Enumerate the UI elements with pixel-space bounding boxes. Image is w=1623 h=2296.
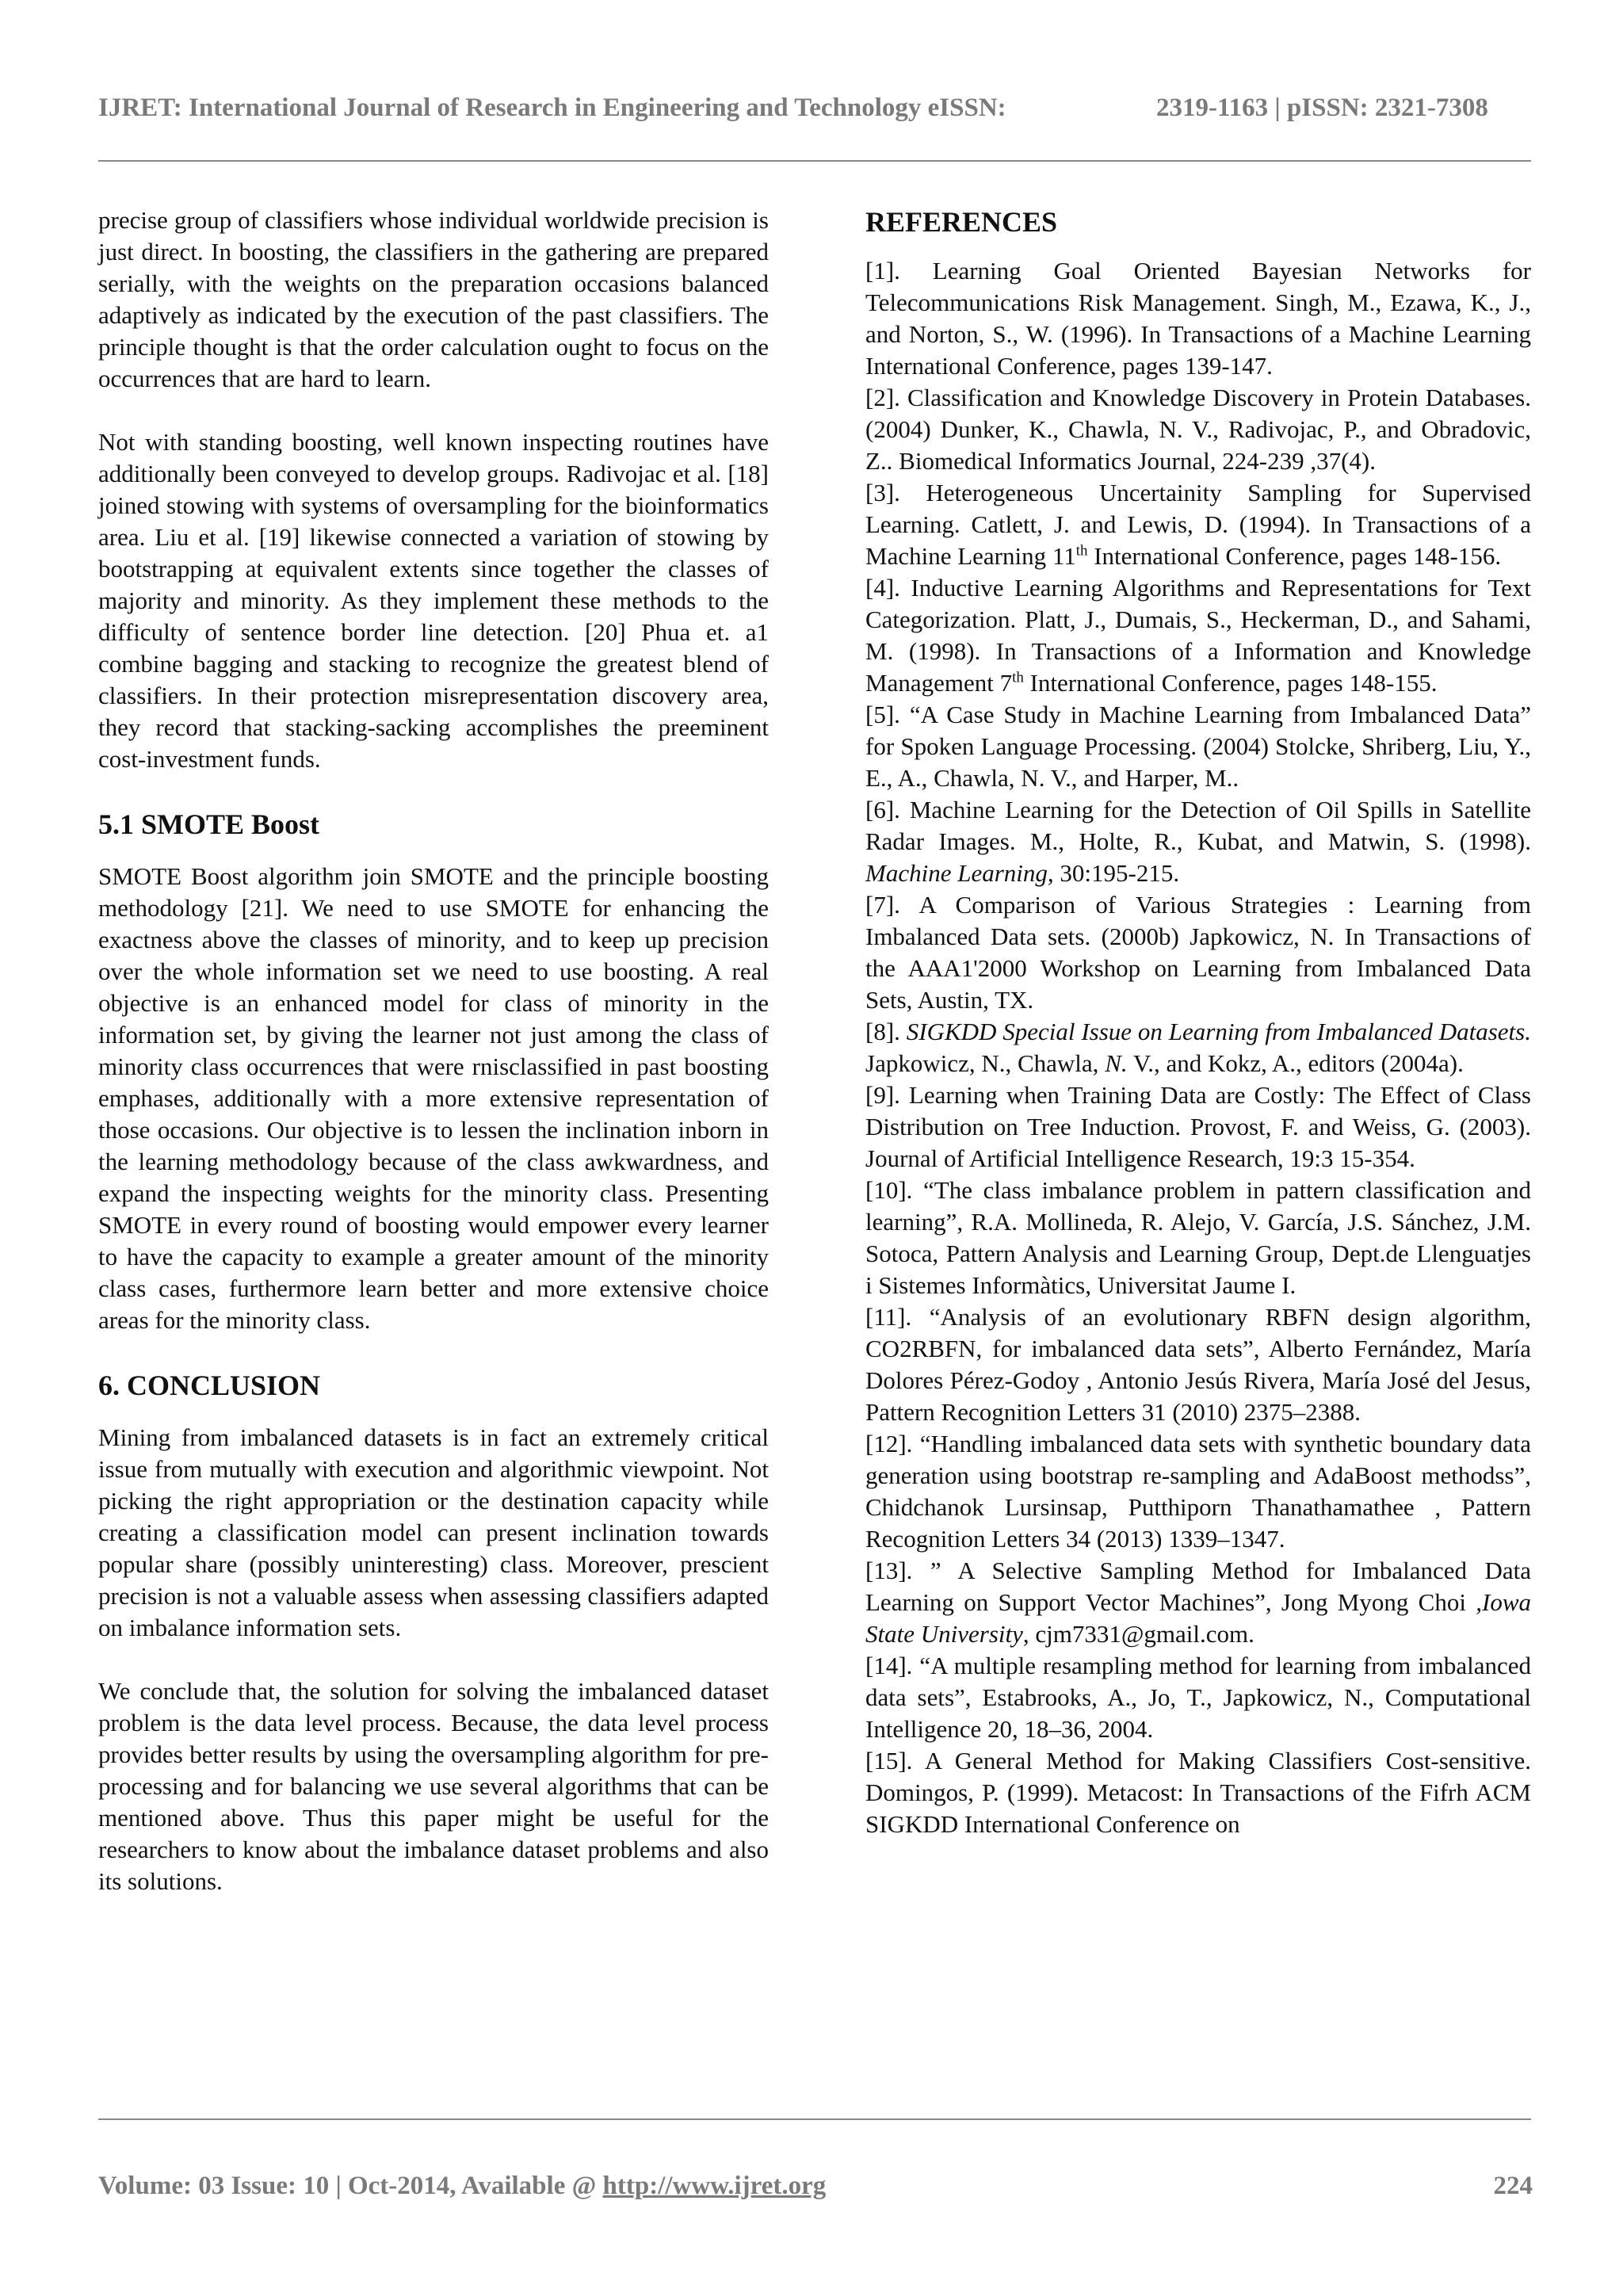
section-heading-smote-boost: 5.1 SMOTE Boost bbox=[98, 808, 320, 840]
paragraph-sampling-ensembles: Not with standing boosting, well known inspecting routines have additionally been conveyed to develop groups. Radivojac et al. [18] joined stowing with systems of oversampling for the bioinformatics area. Liu et al. [19] likewise connected a variation of stowing by bootstrapping at equivalent extents since together the classes of majority and minority. As they implement these methods to the difficulty of sentence border line detection. [20] Phua et. a1 combine bagging and stacking to recognize the greatest blend of classifiers. In their protection misrepresentation discovery area, they record that stacking-sacking accomplishes the preeminent cost-investment funds. bbox=[98, 428, 769, 773]
header-rule bbox=[98, 160, 1531, 162]
running-footer bbox=[98, 2172, 1533, 2201]
reference-item: [1]. Learning Goal Oriented Bayesian Networks for Telecommunications Risk Management. Singh, M., Ezawa, K., J., and Norton, S., W. (1996). In Transactions of a Machine Learning International Conference, pages 139-147. bbox=[865, 257, 1531, 380]
reference-item: [15]. A General Method for Making Classifiers Cost-sensitive. Domingos, P. (1999). Metacost: In Transactions of the Fifrh ACM SIGKDD International Conference on bbox=[865, 1747, 1531, 1838]
section-heading-conclusion: 6. CONCLUSION bbox=[98, 1370, 321, 1401]
running-header bbox=[98, 94, 1549, 123]
left-column bbox=[98, 204, 769, 1929]
paragraph-conclusion-1: Mining from imbalanced datasets is in fact an extremely critical issue from mutually with execution and algorithmic viewpoint. Not picking the right appropriation or the destination capacity while creating a classification model can present inclination towards popular share (possibly uninteresting) class. Moreover, prescient precision is not a valuable assess when assessing classifiers adapted on imbalance information sets. bbox=[98, 1423, 769, 1641]
reference-item: [3]. Heterogeneous Uncertainity Sampling for Supervised Learning. Catlett, J. and Lewis, D. (1994). In Transactions of a Machine Learning 11th International Conference, pages 148-156. bbox=[865, 479, 1531, 570]
reference-item: [8]. SIGKDD Special Issue on Learning from Imbalanced Datasets. Japkowicz, N., Chawla, N. V., and Kokz, A., editors (2004a). bbox=[865, 1018, 1531, 1077]
journal-link[interactable]: http://www.ijret.org bbox=[602, 2172, 827, 2200]
reference-item: [11]. “Analysis of an evolutionary RBFN design algorithm, CO2RBFN, for imbalanced data sets”, Alberto Fernández, María Dolores Pérez-Godoy , Antonio Jesús Rivera, María José del Jesus, Pattern Recognition Letters 31 (2010) 2375–2388. bbox=[865, 1303, 1531, 1426]
references-heading: REFERENCES bbox=[865, 206, 1058, 238]
reference-item: [14]. “A multiple resampling method for learning from imbalanced data sets”, Estabrooks, A., Jo, T., Japkowicz, N., Computational Intelligence 20, 18–36, 2004. bbox=[865, 1652, 1531, 1743]
journal-title: IJRET: International Journal of Research in Engineering and Technology eISSN: bbox=[98, 94, 1006, 122]
references-column bbox=[865, 204, 1531, 1840]
reference-item: [2]. Classification and Knowledge Discovery in Protein Databases. (2004) Dunker, K., Chawla, N. V., Radivojac, P., and Obradovic, Z.. Biomedical Informatics Journal, 224-239 ,37(4). bbox=[865, 384, 1531, 475]
reference-item: [10]. “The class imbalance problem in pattern classification and learning”, R.A. Mollineda, R. Alejo, V. García, J.S. Sánchez, J.M. Sotoca, Pattern Analysis and Learning Group, Dept.de Llenguatjes i Sistemes Informàtics, Universitat Jaume I. bbox=[865, 1176, 1531, 1299]
reference-item: [4]. Inductive Learning Algorithms and Representations for Text Categorization. Platt, J., Dumais, S., Heckerman, D., and Sahami, M. (1998). In Transactions of a Information and Knowledge Management 7th International Conference, pages 148-155. bbox=[865, 574, 1531, 697]
paragraph-conclusion-2: We conclude that, the solution for solving the imbalanced dataset problem is the data level process. Because, the data level process provides better results by using the oversampling algorithm for pre-processing and for balancing we use several algorithms that can be mentioned above. Thus this paper might be useful for the researchers to know about the imbalance dataset problems and also its solutions. bbox=[98, 1677, 769, 1895]
reference-item: [5]. “A Case Study in Machine Learning from Imbalanced Data” for Spoken Language Processing. (2004) Stolcke, Shriberg, Liu, Y., E., A., Chawla, N. V., and Harper, M.. bbox=[865, 701, 1531, 792]
issn: 2319-1163 | pISSN: 2321-7308 bbox=[1156, 94, 1488, 122]
reference-item: [7]. A Comparison of Various Strategies : Learning from Imbalanced Data sets. (2000b) Japkowicz, N. In Transactions of the AAA1'2000 Workshop on Learning from Imbalanced Data Sets, Austin, TX. bbox=[865, 891, 1531, 1014]
volume-info: Volume: 03 Issue: 10 | Oct-2014, Available @ bbox=[98, 2172, 603, 2200]
paragraph-smote-boost: SMOTE Boost algorithm join SMOTE and the principle boosting methodology [21]. We need to use SMOTE for enhancing the exactness above the classes of minority, and to keep up precision over the whole information set we need to use boosting. A real objective is an enhanced model for class of minority in the information set, by giving the learner not just among the class of minority class occurrences that were rnisclassified in past boosting emphases, additionally with a more extensive representation of those occasions. Our objective is to lessen the inclination inborn in the learning methodology because of the class awkwardness, and expand the inspecting weights for the minority class. Presenting SMOTE in every round of boosting would empower every learner to have the capacity to example a greater amount of the minority class cases, furthermore learn better and more extensive choice areas for the minority class. bbox=[98, 862, 769, 1334]
reference-item: [9]. Learning when Training Data are Costly: The Effect of Class Distribution on Tree Induction. Provost, F. and Weiss, G. (2003). Journal of Artificial Intelligence Research, 19:3 15-354. bbox=[865, 1081, 1531, 1172]
reference-item: [13]. ” A Selective Sampling Method for Imbalanced Data Learning on Support Vector Machines”, Jong Myong Choi ,Iowa State University, cjm7331@gmail.com. bbox=[865, 1557, 1531, 1648]
paragraph-boosting: precise group of classifiers whose individual worldwide precision is just direct. In boosting, the classifiers in the gathering are prepared serially, with the weights on the preparation occasions balanced adaptively as indicated by the execution of the past classifiers. The principle thought is that the order calculation ought to focus on the occurrences that are hard to learn. bbox=[98, 206, 769, 392]
reference-item: [12]. “Handling imbalanced data sets with synthetic boundary data generation using bootstrap re-sampling and AdaBoost methodss”, Chidchanok Lursinsap, Putthiporn Thanathamathee , Pattern Recognition Letters 34 (2013) 1339–1347. bbox=[865, 1430, 1531, 1553]
reference-item: [6]. Machine Learning for the Detection of Oil Spills in Satellite Radar Images. M., Holte, R., Kubat, and Matwin, S. (1998). Machine Learning, 30:195-215. bbox=[865, 796, 1531, 887]
page-number: 224 bbox=[1493, 2172, 1533, 2200]
footer-rule bbox=[98, 2118, 1531, 2120]
